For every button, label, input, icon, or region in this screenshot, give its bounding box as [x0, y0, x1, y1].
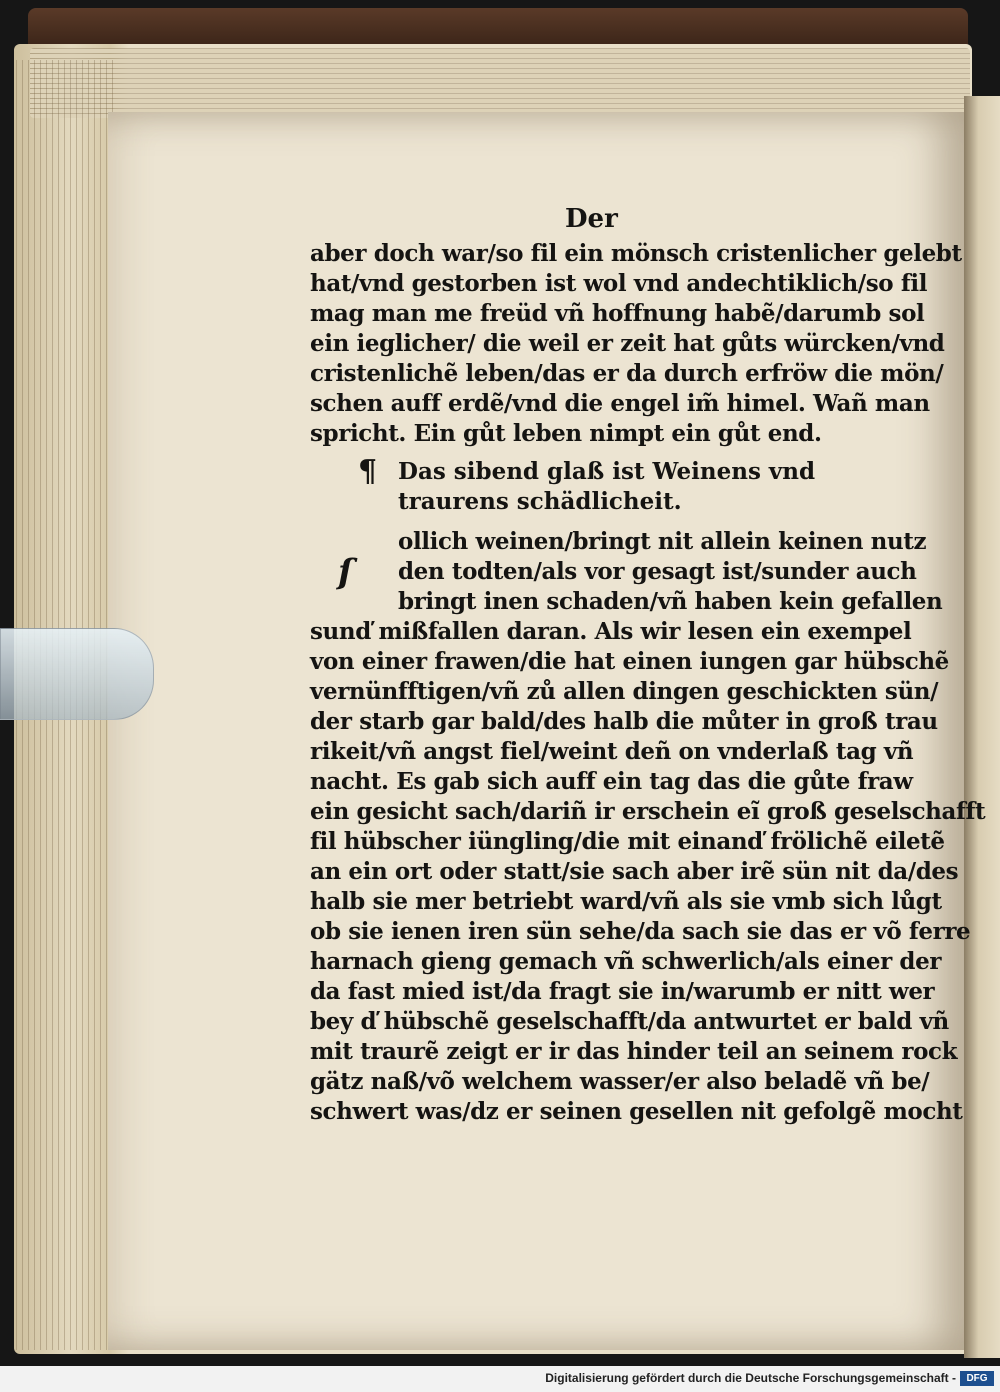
text-line: ein gesicht sach/dariñ ir erschein eĩ groß geselschafft	[310, 798, 986, 825]
text-line: ob sie ienen iren sün sehe/da sach sie das er võ ferre	[310, 918, 971, 945]
text-line: an ein ort oder statt/sie sach aber irẽ sün nit da/des	[310, 858, 959, 885]
text-line: rikeit/vñ angst fiel/weint deñ on vnderlaß tag vñ	[310, 738, 914, 765]
section-title-line: traurens schädlicheit.	[398, 488, 682, 515]
page-holder-clip	[0, 628, 154, 720]
text-line: mit traurẽ zeigt er ir das hinder teil an seinem rock	[310, 1038, 958, 1065]
text-line: sunď mißfallen daran. Als wir lesen ein exempel	[310, 618, 912, 645]
text-line: schwert was/dz er seinen gesellen nit gefolgẽ mocht	[310, 1098, 963, 1125]
text-line: bringt inen schaden/vñ haben kein gefallen	[398, 588, 943, 615]
footer-bar	[0, 1366, 1000, 1392]
facing-page-edge	[964, 96, 1000, 1358]
text-line: den todten/als vor gesagt ist/sunder auch	[398, 558, 917, 585]
text-line: hat/vnd gestorben ist wol vnd andechtiklich/so fil	[310, 270, 928, 297]
text-line: bey ď hübschẽ geselschafft/da antwurtet er bald vñ	[310, 1008, 949, 1035]
drop-initial: ſ	[338, 552, 353, 592]
text-line: mag man me freüd vñ hoffnung habẽ/darumb sol	[310, 300, 925, 327]
text-line: aber doch war/so fil ein mönsch cristenlicher gelebt	[310, 240, 962, 267]
page-stack-top	[30, 48, 970, 118]
text-line: von einer frawen/die hat einen iungen gar hübschẽ	[310, 648, 949, 675]
text-line: harnach gieng gemach vñ schwerlich/als einer der	[310, 948, 942, 975]
text-line: der starb gar bald/des halb die můter in groß trau	[310, 708, 938, 735]
section-title-line: Das sibend glaß ist Weinens vnd	[398, 458, 816, 485]
book-cover-edge	[28, 8, 968, 48]
text-line: gätz naß/võ welchem wasser/er also beladẽ vñ be/	[310, 1068, 930, 1095]
text-line: fil hübscher iüngling/die mit einanď frölichẽ eiletẽ	[310, 828, 945, 855]
text-line: ein ieglicher/ die weil er zeit hat gůts würcken/vnd	[310, 330, 945, 357]
text-line: halb sie mer betriebt ward/vñ als sie vmb sich lůgt	[310, 888, 942, 915]
funding-credit: Digitalisierung gefördert durch die Deutsche Forschungsgemeinschaft -	[545, 1371, 956, 1385]
text-line: schen auff erdẽ/vnd die engel im̃ himel. Wañ man	[310, 390, 930, 417]
page-header: Der	[565, 204, 618, 234]
text-line: vernünfftigen/vñ zů allen dingen geschickten sün/	[310, 678, 939, 705]
text-line: da fast mied ist/da fragt sie in/warumb er nitt wer	[310, 978, 935, 1005]
dfg-logo: DFG	[960, 1371, 994, 1386]
text-line: nacht. Es gab sich auff ein tag das die gůte fraw	[310, 768, 913, 795]
text-line: spricht. Ein gůt leben nimpt ein gůt end.	[310, 420, 822, 447]
text-line: cristenlichẽ leben/das er da durch erfröw die mön/	[310, 360, 944, 387]
text-line: ollich weinen/bringt nit allein keinen nutz	[398, 528, 927, 555]
pilcrow-mark: ¶	[358, 454, 378, 489]
